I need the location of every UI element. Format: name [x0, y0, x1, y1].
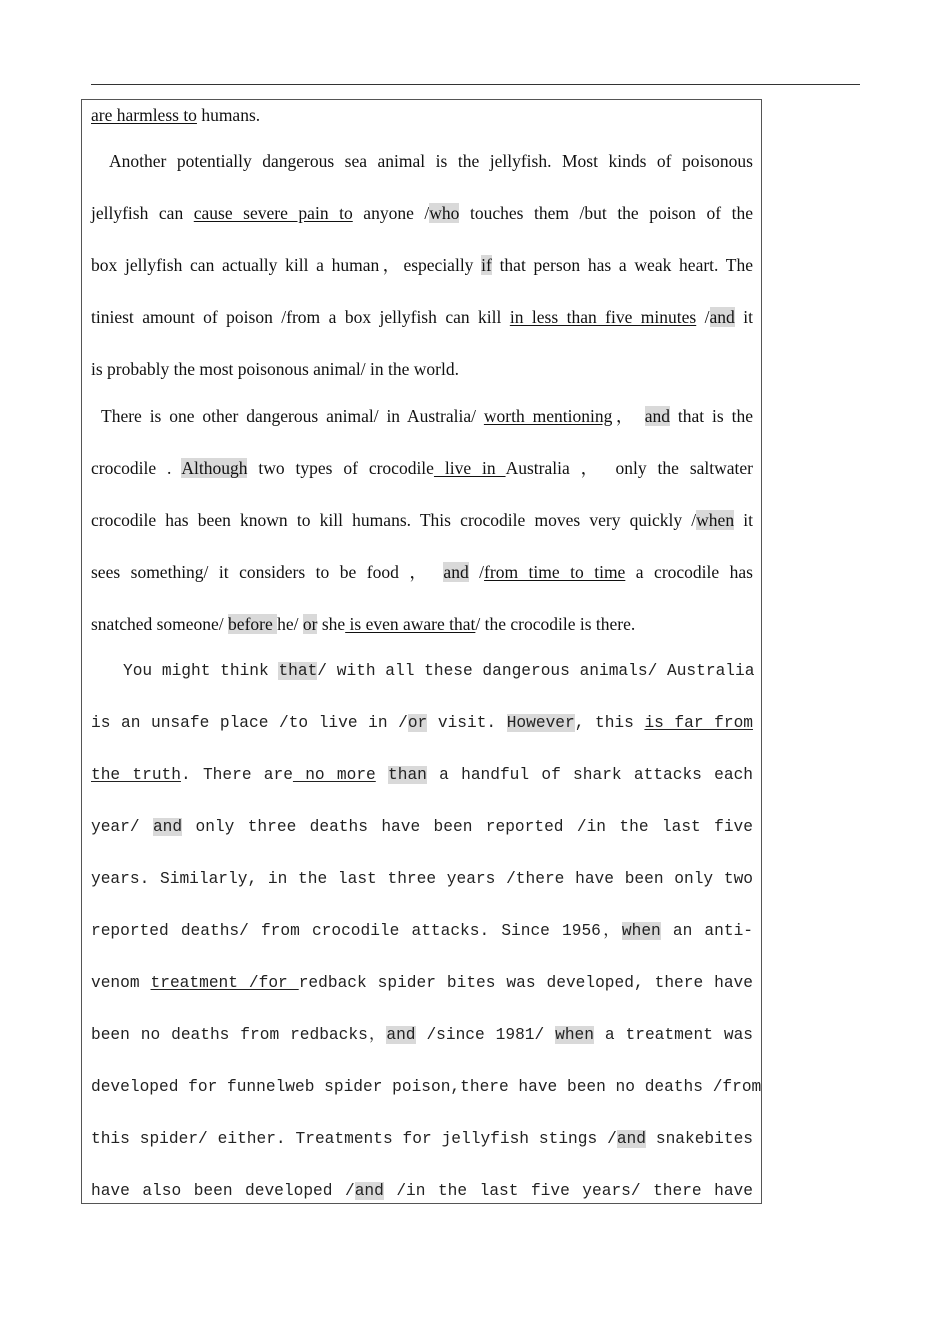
underlined-phrase: worth mentioning	[483, 406, 613, 426]
text-run: /	[696, 307, 710, 327]
underlined-phrase: cause severe pain to	[193, 203, 353, 223]
passage-line	[91, 814, 753, 840]
underlined-phrase: from time to time	[484, 562, 626, 582]
text-run: he/	[277, 614, 303, 634]
highlighted-connective: and	[386, 1026, 416, 1044]
passage-line	[91, 611, 753, 637]
text-run: anyone /	[352, 203, 430, 223]
passage-line	[91, 762, 753, 788]
highlighted-connective: than	[388, 766, 427, 784]
highlighted-connective: when	[696, 510, 735, 530]
text-run: Australia ， only the saltwater	[505, 458, 754, 478]
passage-line	[91, 356, 753, 382]
underlined-phrase: is far from	[644, 714, 754, 732]
text-run: she	[317, 614, 346, 634]
text-run: box jellyfish can actually kill a human，especially	[91, 255, 482, 275]
text-run: , this	[574, 714, 645, 732]
text-run: sees something/ it considers to be food ，	[91, 562, 444, 582]
text-run: Another potentially dangerous sea animal is the jellyfish. Most kinds of poisonous	[109, 151, 753, 171]
highlighted-connective: when	[555, 1026, 594, 1044]
text-run: venom	[91, 974, 151, 992]
text-run: snatched someone/	[91, 614, 229, 634]
passage-line	[101, 403, 753, 429]
highlighted-connective: or	[407, 714, 428, 732]
text-run: /in the last five years/ there have	[383, 1182, 753, 1200]
text-run: / with all these dangerous animals/ Australia	[317, 662, 755, 680]
text-run: /	[468, 562, 485, 582]
text-run: ，	[612, 406, 645, 426]
text-run: jellyfish can	[91, 203, 194, 223]
highlighted-connective: Although	[181, 458, 248, 478]
underlined-phrase: is even aware that	[345, 614, 476, 634]
passage-line	[91, 1022, 753, 1048]
text-run: this spider/ either. Treatments for jellyfish stings /	[91, 1130, 617, 1148]
underlined-phrase: live in	[433, 458, 506, 478]
highlighted-connective: when	[621, 922, 661, 940]
text-run: crocodile has been known to kill humans. This crocodile moves very quickly /	[91, 510, 697, 530]
text-run: been no deaths from redbacks，	[91, 1026, 387, 1044]
text-run: touches them /but the poison of the	[459, 203, 754, 223]
underlined-phrase: no more	[292, 766, 376, 784]
passage-line	[91, 866, 753, 892]
passage-line	[91, 970, 753, 996]
passage-line	[91, 918, 753, 944]
text-run: only three deaths have been reported /in the last five	[182, 818, 753, 836]
underlined-phrase: in less than five minutes	[509, 307, 697, 327]
text-run: redback spider bites was developed, there have	[298, 974, 753, 992]
passage-line	[123, 658, 753, 684]
text-run: that is the	[670, 406, 753, 426]
highlighted-connective: and	[152, 818, 183, 836]
text-run: is probably the most poisonous animal/ in the world.	[91, 359, 459, 379]
passage-line	[91, 1074, 762, 1100]
text-run: a crocodile has	[625, 562, 753, 582]
text-run: a treatment was	[593, 1026, 753, 1044]
highlighted-connective: However	[506, 714, 575, 732]
text-run: that person has a weak heart. The	[491, 255, 754, 275]
text-run: crocodile .	[91, 458, 182, 478]
text-run: developed for funnelweb spider poison,there have been no deaths /from	[91, 1078, 762, 1096]
highlighted-connective: that	[278, 662, 318, 680]
text-run: /since 1981/	[415, 1026, 556, 1044]
passage-line	[91, 304, 753, 330]
highlighted-connective: and	[644, 406, 671, 426]
text-run: snakebites	[645, 1130, 754, 1148]
text-run	[376, 766, 388, 784]
highlighted-connective: and	[354, 1182, 384, 1200]
passage-line	[91, 252, 753, 278]
passage-line	[91, 1126, 753, 1152]
text-run: a handful of shark attacks each	[426, 766, 753, 784]
passage-line	[91, 710, 753, 736]
text-run: You might think	[123, 662, 279, 680]
highlighted-connective: and	[443, 562, 469, 582]
passage-line	[109, 148, 753, 174]
passage-line	[91, 559, 753, 585]
highlighted-connective: before	[228, 614, 278, 634]
text-run: two types of crocodile	[247, 458, 434, 478]
text-run: / the crocodile is there.	[475, 614, 636, 634]
highlighted-connective: or	[302, 614, 318, 634]
text-run: reported deaths/ from crocodile attacks. Since 1956，	[91, 922, 622, 940]
passage-line	[91, 200, 753, 226]
passage-line	[91, 1178, 753, 1204]
text-run: have also been developed /	[91, 1182, 355, 1200]
underlined-phrase: are harmless to	[91, 105, 197, 125]
passage-box	[81, 99, 762, 1204]
text-run: . There are	[180, 766, 293, 784]
text-run: visit.	[427, 714, 507, 732]
text-run: There is one other dangerous animal/ in Australia/	[101, 406, 484, 426]
highlighted-connective: and	[709, 307, 735, 327]
underlined-phrase: the truth	[91, 766, 181, 784]
text-run: tiniest amount of poison /from a box jellyfish can kill	[91, 307, 510, 327]
text-run: humans.	[196, 105, 261, 125]
page-header-rule	[91, 84, 860, 85]
passage-line	[91, 102, 753, 128]
text-run: year/	[91, 818, 153, 836]
highlighted-connective: who	[429, 203, 460, 223]
passage-line	[91, 455, 753, 481]
text-run: it	[734, 510, 753, 530]
text-run: is an unsafe place /to live in /	[91, 714, 408, 732]
passage-line	[91, 507, 753, 533]
text-run: it	[734, 307, 753, 327]
underlined-phrase: treatment /for	[150, 974, 299, 992]
text-run: an anti-	[660, 922, 753, 940]
highlighted-connective: if	[481, 255, 492, 275]
text-run: years. Similarly, in the last three years /there have been only two	[91, 870, 753, 888]
highlighted-connective: and	[616, 1130, 646, 1148]
